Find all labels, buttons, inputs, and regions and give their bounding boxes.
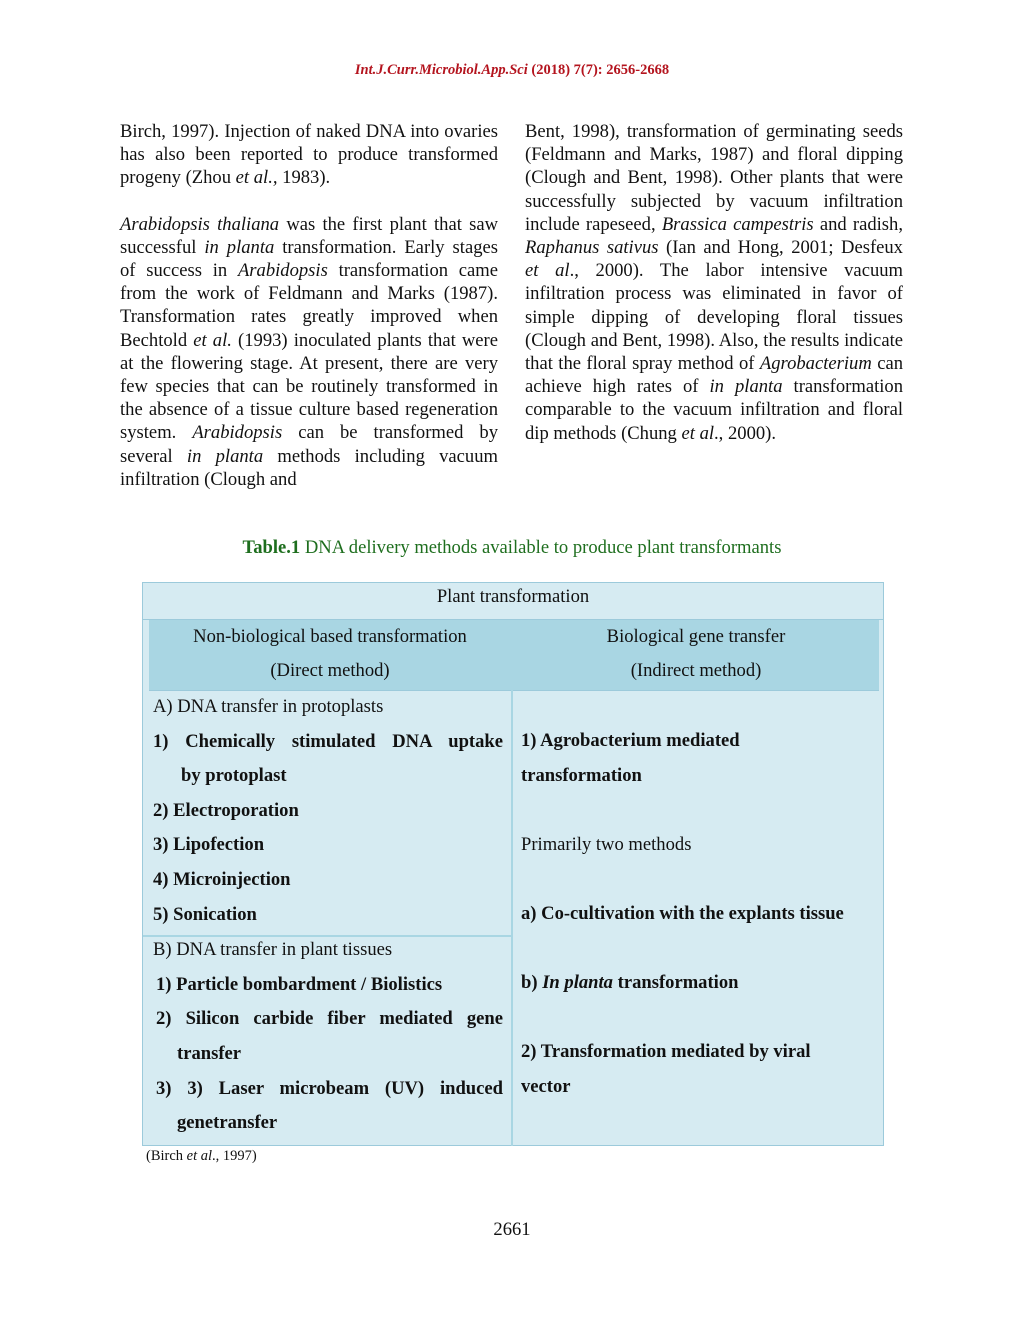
direct-methods-cell <box>153 690 503 1141</box>
page-number: 2661 <box>493 1219 531 1240</box>
method-r-b-italic: In planta <box>542 972 613 994</box>
spacer-row <box>521 862 871 897</box>
spacer-row <box>521 1001 871 1036</box>
indirect-methods-cell <box>521 724 871 1105</box>
method-r2-line-1: 2) Transformation mediated by viral <box>521 1041 811 1063</box>
text-run: transformation comparable to the vacuum infiltration and floral dip methods (Chung <box>525 376 903 444</box>
table-caption-text: DNA delivery methods available to produce plant transformants <box>300 537 782 558</box>
left-column-header <box>149 620 511 691</box>
journal-name: Int.J.Curr.Microbiol.App.Sci <box>354 62 528 78</box>
left-header-line-1: Non-biological based transformation <box>193 626 467 647</box>
section-b-title: B) DNA transfer in plant tissues <box>153 939 393 961</box>
text-run: and radish, <box>813 213 903 235</box>
method-r1-line-2: transformation <box>521 764 642 786</box>
right-header-line-1: Biological gene transfer <box>606 626 786 647</box>
left-paragraph-2 <box>120 213 498 491</box>
method-a5: 5) Sonication <box>153 903 257 925</box>
journal-volume: (2018) 7(7): 2656-2668 <box>527 62 670 78</box>
italic-text-run: in planta <box>204 236 275 258</box>
method-r1-line-1: 1) Agrobacterium mediated <box>521 730 740 751</box>
text-run: ., 2000). The labor intensive vacuum infiltration process was eliminated in favor of simple dipping of developing floral tissues (Clough and Bent, 1998). Also, the results indicate that the floral spray method of <box>525 260 903 375</box>
note-prefix: (Birch <box>146 1148 187 1164</box>
table-caption-label: Table.1 <box>242 537 301 558</box>
method-b3-line-2: genetransfer <box>177 1112 278 1134</box>
text-run: ., 2000). <box>714 422 777 444</box>
table-title: Plant transformation <box>143 583 883 620</box>
text-run: methods including vacuum infiltration (Clough and <box>120 445 498 490</box>
method-r-a: a) Co-cultivation with the explants tissue <box>521 902 844 924</box>
journal-header <box>0 62 1024 79</box>
italic-text-run: Arabidopsis <box>237 260 328 282</box>
right-column-header <box>513 620 879 691</box>
italic-text-run: in planta <box>186 445 264 467</box>
note-suffix: ., 1997) <box>212 1148 257 1164</box>
note-italic: et al <box>186 1148 213 1164</box>
text-run: (1993) inoculated plants that were at the flowering stage. At present, there are very few species that can be routinely transformed in the absence of a tissue culture based regeneration system. <box>120 329 498 444</box>
text-run: Bent, 1998), transformation of germinating seeds (Feldmann and Marks, 1987) and floral dipping (Clough and Bent, 1998). Other plants that were successfully subjected by vacuum infiltration include rapeseed, <box>525 121 903 235</box>
italic-text-run: et al <box>681 422 715 444</box>
italic-text-run: Brassica campestris <box>661 213 814 235</box>
method-a1-line-2: by protoplast <box>181 765 287 787</box>
method-b2-line-1: 2) Silicon carbide fiber mediated gene <box>156 1008 503 1030</box>
text-run: Birch, 1997). Injection of naked DNA into ovaries has also been reported to produce transformed progeny (Zhou <box>120 121 498 189</box>
methods-table <box>142 582 884 1146</box>
spacer-row <box>521 932 871 967</box>
text-run: (Ian and Hong, 2001; Desfeux <box>658 237 903 259</box>
spacer-row <box>521 793 871 828</box>
method-a3: 3) Lipofection <box>153 834 265 856</box>
left-paragraph-1 <box>120 120 498 190</box>
method-b2-line-2: transfer <box>177 1042 242 1064</box>
left-header-line-2: (Direct method) <box>270 660 390 681</box>
text-run: transformation. Early stages of success in <box>120 236 498 282</box>
section-a-title: A) DNA transfer in protoplasts <box>153 696 384 717</box>
text-run: can achieve high rates of <box>525 353 903 398</box>
italic-text-run: et al. <box>193 329 232 351</box>
method-r-b-suffix: transformation <box>612 972 739 994</box>
right-paragraph-1 <box>525 120 903 445</box>
method-a2: 2) Electroporation <box>153 799 299 821</box>
method-a4: 4) Microinjection <box>153 868 291 890</box>
left-column <box>120 120 498 491</box>
column-divider <box>511 620 513 1146</box>
italic-text-run: Arabidopsis thaliana <box>120 213 280 235</box>
italic-text-run: et al., <box>235 167 278 189</box>
method-a1-line-1: 1) Chemically stimulated DNA uptake <box>153 730 503 752</box>
italic-text-run: Agrobacterium <box>759 353 872 375</box>
italic-text-run: Arabidopsis <box>192 422 283 444</box>
table-caption <box>0 537 1024 559</box>
method-r-b <box>521 966 871 1001</box>
right-column <box>525 120 903 445</box>
text-run: 1983). <box>277 167 331 189</box>
primarily-two-methods: Primarily two methods <box>521 833 692 855</box>
italic-text-run: in planta <box>709 376 783 398</box>
method-b3-line-1: 3) 3) Laser microbeam (UV) induced <box>156 1077 503 1099</box>
text-run: transformation came from the work of Feldmann and Marks (1987). Transformation rates greatly improved when Bechtold <box>120 260 498 351</box>
text-run: was the first plant that saw successful <box>120 213 498 258</box>
text-run: can be transformed by several <box>120 422 498 467</box>
right-header-line-2: (Indirect method) <box>630 660 762 681</box>
method-r2-line-2: vector <box>521 1075 571 1097</box>
italic-text-run: et al <box>525 260 570 282</box>
table-source-note <box>146 1148 257 1165</box>
italic-text-run: Raphanus sativus <box>525 237 659 259</box>
method-r-b-prefix: b) <box>521 972 543 994</box>
method-b1: 1) Particle bombardment / Biolistics <box>156 973 443 995</box>
